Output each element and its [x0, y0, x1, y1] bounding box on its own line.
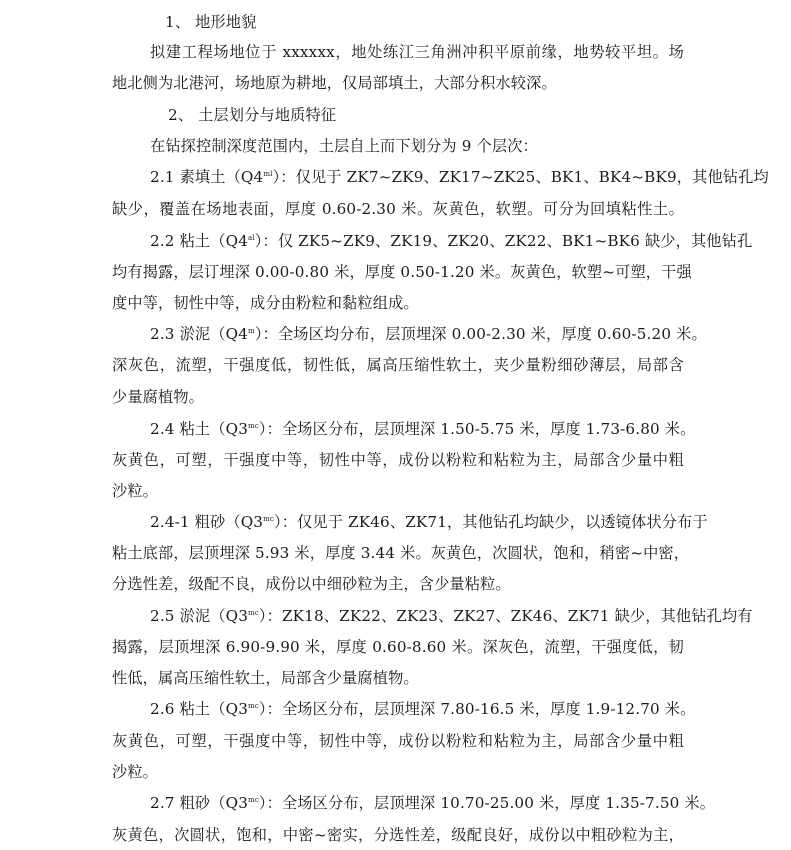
layer-2-2-line-1: 2.2 粘土$(Q4^{al})$：仅 ZK5~ZK9、ZK19、ZK20、ZK22、BK1~BK6 缺少，其他钻孔 — [150, 232, 753, 250]
layer-2-6-line-1: 2.6 粘土$(Q3^{mc})$：全场区分布，层顶埋深 7.80-16.5 米，厚度 1.9-12.70 米。 — [150, 700, 696, 718]
layer-2-3-line-3: 少量腐植物。 — [112, 388, 205, 406]
layer-2-1-line-2: 缺少，覆盖在场地表面，厚度 0.60-2.30 米。灰黄色，软塑。可分为回填粘性土。 — [112, 200, 684, 218]
layer-2-4-line-2: 灰黄色，可塑，干强度中等，韧性中等，成份以粉粒和粘粒为主，局部含少量中粗 — [112, 451, 684, 469]
layer-2-3-line-2: 深灰色，流塑，干强度低，韧性低，属高压缩性软土，夹少量粉细砂薄层，局部含 — [112, 356, 684, 374]
para-terrain-line-1: 拟建工程场地位于 xxxxxx，地处练江三角洲冲积平原前缘，地势较平坦。场 — [150, 43, 684, 61]
para-terrain-line-2: 地北侧为北港河，场地原为耕地，仅局部填土，大部分积水较深。 — [112, 74, 557, 92]
intro-paragraph: 在钻探控制深度范围内，土层自上而下划分为 9 个层次： — [150, 137, 538, 155]
layer-2-4-1-line-2: 粘土底部，层顶埋深 5.93 米，厚度 3.44 米。灰黄色，次圆状，饱和，稍密~中密， — [112, 544, 690, 562]
layer-2-3-line-1: 2.3 淤泥（Q4$^m$）：全场区均分布，层顶埋深 0.00-2.30 米，厚度 0.60-5.20 米。 — [150, 325, 707, 343]
layer-2-2-line-2: 均有揭露，层订埋深 0.00-0.80 米，厚度 0.50-1.20 米。灰黄色，软塑~可塑，干强 — [112, 263, 692, 281]
layer-2-4-1-line-1: 2.4-1 粗砂$(Q3^{mc})$：仅见于 ZK46、ZK71，其他钻孔均缺少，以透镜体状分布于 — [150, 513, 708, 531]
layer-2-5-line-3: 性低，属高压缩性软土，局部含少量腐植物。 — [112, 669, 419, 687]
layer-2-6-line-3: 沙粒。 — [112, 763, 159, 781]
layer-2-7-line-2: 灰黄色，次圆状，饱和，中密~密实，分选性差，级配良好，成份以中粗砂粒为主， — [112, 826, 684, 844]
layer-2-7-line-1: 2.7 粗砂$(Q3^{mc})$：全场区分布，层顶埋深 10.70-25.00 米，厚度 1.35-7.50 米。 — [150, 794, 716, 812]
layer-2-4-line-3: 沙粒。 — [112, 482, 159, 500]
layer-2-5-line-1: 2.5 淤泥$(Q3^{mc})$：ZK18、ZK22、ZK23、ZK27、ZK46、ZK71 缺少，其他钻孔均有 — [150, 607, 753, 625]
layer-2-1-line-1: 2.1 素填土$(Q4^{ml})$：仅见于 ZK7~ZK9、ZK17~ZK25、BK1、BK4~BK9，其他钻孔均 — [150, 168, 769, 186]
layer-2-2-line-3: 度中等，韧性中等，成分由粉粒和黏粒组成。 — [112, 294, 419, 312]
layer-2-6-line-2: 灰黄色，可塑，干强度中等，韧性中等，成份以粉粒和粘粒为主，局部含少量中粗 — [112, 732, 684, 750]
heading-soil-layers: 2、 土层划分与地质特征 — [168, 106, 337, 124]
layer-2-4-line-1: 2.4 粘土$(Q3^{mc})$：全场区分布，层顶埋深 1.50-5.75 米，厚度 1.73-6.80 米。 — [150, 420, 696, 438]
heading-terrain: 1、 地形地貌 — [165, 13, 257, 31]
layer-2-5-line-2: 揭露，层顶埋深 6.90-9.90 米，厚度 0.60-8.60 米。深灰色，流塑，干强度低，韧 — [112, 638, 684, 656]
layer-2-4-1-line-3: 分选性差，级配不良，成份以中细砂粒为主，含少量粘粒。 — [112, 575, 511, 593]
